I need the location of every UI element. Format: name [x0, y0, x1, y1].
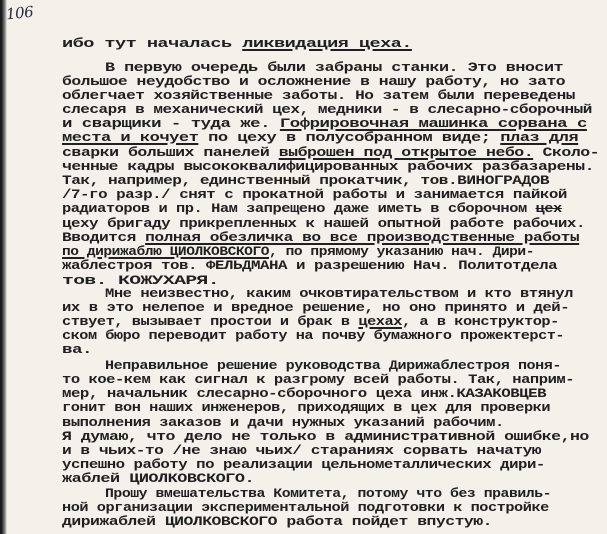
text-segment: гонит вон наших инженеров, приходящих в цех для проверки	[62, 400, 551, 415]
underlined-text: места и кочует	[62, 130, 199, 145]
text-line	[62, 387, 546, 400]
text-segment: Прошу вмешательства Комитета, потому что без правиль-	[105, 486, 552, 501]
text-segment: дирижаблей ЦИОЛКОВСКОГО работа пойдет впустую.	[62, 514, 492, 529]
underlined-text: полная обезличка во все производственные работы	[145, 230, 580, 245]
underlined-text: ликвидация цеха.	[242, 36, 412, 51]
text-line	[62, 37, 412, 50]
text-segment: Мне неизвестно, каким очковтирательством и кто втянул	[105, 286, 573, 301]
underlined-text: Гофрировочная машинка сорвана с	[279, 116, 587, 131]
text-line	[62, 301, 569, 314]
text-line	[62, 131, 578, 144]
text-line	[62, 259, 557, 272]
text-line	[62, 202, 562, 215]
text-segment: тов. КОЖУХАРЯ.	[62, 273, 219, 288]
text-line	[62, 146, 599, 159]
text-segment: и в чьих-то /не знаю чьих/ стараниях сорвать начатую	[62, 443, 542, 458]
underlined-text: по дирижаблю ЦИОЛКОВСКОГО	[62, 244, 270, 259]
text-segment: радиаторов и пр. Нам запрещено даже иметь в сборочном	[62, 201, 536, 216]
text-line	[62, 430, 589, 443]
text-segment: Я думаю, что дело не только в административной ошибке,но	[62, 429, 589, 444]
text-line	[62, 160, 594, 173]
text-line	[62, 458, 545, 471]
text-segment: В первую очередь были забраны станки. Это вносит	[105, 60, 564, 75]
text-segment: цеху бригаду прикрепленных к нашей опытной работе рабочих.	[62, 216, 585, 231]
text-segment: ва.	[62, 342, 93, 357]
text-segment: ском бюро переводит работу на почву бумажного прожектерст-	[62, 328, 565, 343]
underlined-text: выброшен под открытое небо.	[278, 145, 534, 160]
text-line	[105, 61, 563, 74]
text-segment: , а в конструктор-	[401, 314, 559, 329]
text-segment: по цеху в полусобранном виде;	[198, 130, 501, 145]
text-line	[62, 444, 541, 457]
text-line	[62, 401, 550, 414]
text-segment: /7-го разр./ снят с прокатной работы и занимается пайкой	[62, 187, 567, 202]
text-line	[62, 416, 504, 429]
typed-text-body	[2, 0, 607, 534]
text-line	[62, 343, 92, 356]
text-line	[62, 501, 549, 514]
text-line	[62, 245, 534, 258]
text-segment: то кое-кем как сигнал к разгрому всей работы. Так, наприм-	[62, 372, 575, 387]
text-line	[105, 287, 573, 300]
text-segment: Сколо-	[533, 145, 600, 160]
text-segment: жаблестроя тов. ФЕЛЬДМАНА и разрешению Нач. Политотдела	[62, 258, 558, 273]
text-line	[62, 329, 564, 342]
text-segment: их в это нелепое и вредное решение, но оно принято и дей-	[62, 300, 570, 315]
text-segment: ченные кадры высококвалифицированных рабочих разбазарены.	[62, 159, 594, 174]
text-segment: мер, начальник слесарно-сборочного цеха инж.КАЗАКОВЦЕВ	[62, 386, 547, 401]
text-segment: большое неудобство и осложнение в нашу работу, но зато	[62, 74, 566, 89]
text-line	[62, 174, 549, 187]
text-line	[62, 103, 592, 116]
text-segment: жаблей ЦИОЛКОВСКОГО.	[62, 471, 255, 486]
text-line	[62, 373, 574, 386]
page-number: 106	[5, 2, 35, 24]
text-segment: и сварщики - туда же.	[62, 116, 280, 131]
text-line	[62, 515, 492, 528]
text-line	[62, 75, 565, 88]
text-segment: Так, например, единственный прокатчик, тов.ВИНОГРАДОВ	[62, 173, 550, 188]
text-line	[62, 217, 585, 230]
text-segment: слесаря в механический цех, медники - в слесарно-сборочный	[62, 102, 592, 117]
text-line	[62, 472, 254, 485]
text-segment: ствует, вызывает простои и брак в	[62, 314, 359, 329]
text-line	[62, 188, 567, 201]
text-segment: Неправильное решение руководства Дирижаблестроя поня-	[105, 358, 561, 373]
text-line	[62, 117, 587, 130]
text-line	[62, 315, 559, 328]
text-segment: ибо тут началась	[62, 36, 243, 51]
text-segment: облегчает хозяйственные заботы. Но затем были переведены	[62, 88, 575, 103]
text-line	[105, 359, 561, 372]
text-segment: выполнения заказов и дачи нужных указаний рабочим.	[62, 415, 504, 430]
text-line	[105, 487, 551, 500]
text-segment: , по прямому указанию нач. Дири-	[269, 244, 535, 259]
struck-text: цех	[535, 201, 562, 216]
text-segment: успешно работу по реализации цельнометаллических дири-	[62, 457, 545, 472]
underlined-text: цехах	[358, 314, 402, 329]
text-segment: Вводится	[62, 230, 146, 245]
text-segment: сварки больших панелей	[62, 145, 279, 160]
text-line	[62, 89, 575, 102]
text-line	[62, 231, 579, 244]
text-segment: ной организации экспериментальной подготовки к постройке	[62, 500, 549, 515]
underlined-text: плаз для	[500, 130, 579, 145]
